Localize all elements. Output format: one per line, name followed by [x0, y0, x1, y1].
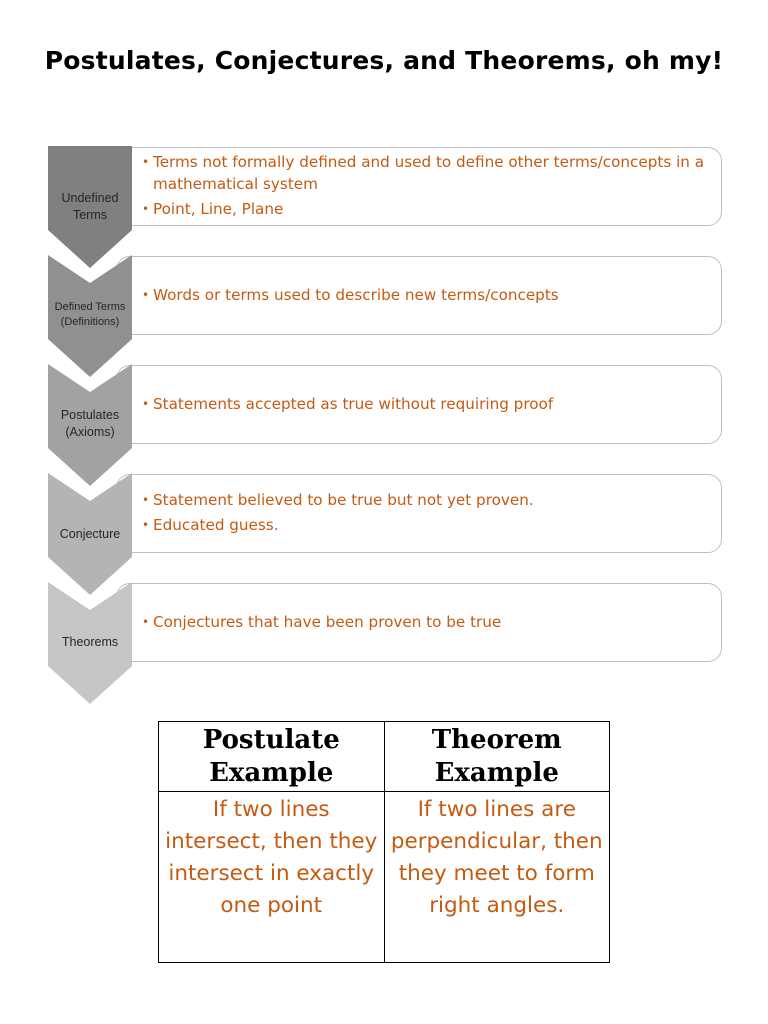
- bullet-item: • Words or terms used to describe new terms/concepts: [142, 284, 712, 306]
- bullet-list-defined-terms: [142, 284, 712, 306]
- arrow-label-undefined-terms: Undefined Terms: [61, 191, 119, 222]
- bullet-item: • Terms not formally defined and used to define other terms/concepts in a mathematical system: [142, 151, 712, 195]
- examples-table: [158, 721, 610, 963]
- bullet-list-postulates: [142, 393, 712, 415]
- postulate-example-header: Postulate Example: [159, 722, 385, 792]
- bullet-list-theorems: [142, 611, 712, 633]
- bullet-item: • Statement believed to be true but not yet proven.: [142, 489, 712, 511]
- arrow-label-postulates: Postulates (Axioms): [60, 408, 120, 439]
- arrow-label-theorems: Theorems: [61, 635, 119, 649]
- page-title: Postulates, Conjectures, and Theorems, oh my!: [44, 46, 724, 75]
- bullet-item: • Point, Line, Plane: [142, 198, 712, 220]
- bullet-list-undefined-terms: [142, 151, 712, 220]
- bullet-item: • Educated guess.: [142, 514, 712, 536]
- theorem-example-cell: If two lines are perpendicular, then they meet to form right angles.: [384, 792, 610, 963]
- arrow-label-conjecture: Conjecture: [59, 527, 121, 541]
- arrow-label-defined-terms: Defined Terms (Definitions): [54, 301, 126, 328]
- bullet-list-conjecture: [142, 489, 712, 536]
- examples-table-row: [159, 792, 610, 963]
- bullet-item: • Conjectures that have been proven to be true: [142, 611, 712, 633]
- bullet-item: • Statements accepted as true without requiring proof: [142, 393, 712, 415]
- theorem-example-header: Theorem Example: [384, 722, 610, 792]
- postulate-example-cell: If two lines intersect, then they intersect in exactly one point: [159, 792, 385, 963]
- examples-table-header-row: [159, 722, 610, 792]
